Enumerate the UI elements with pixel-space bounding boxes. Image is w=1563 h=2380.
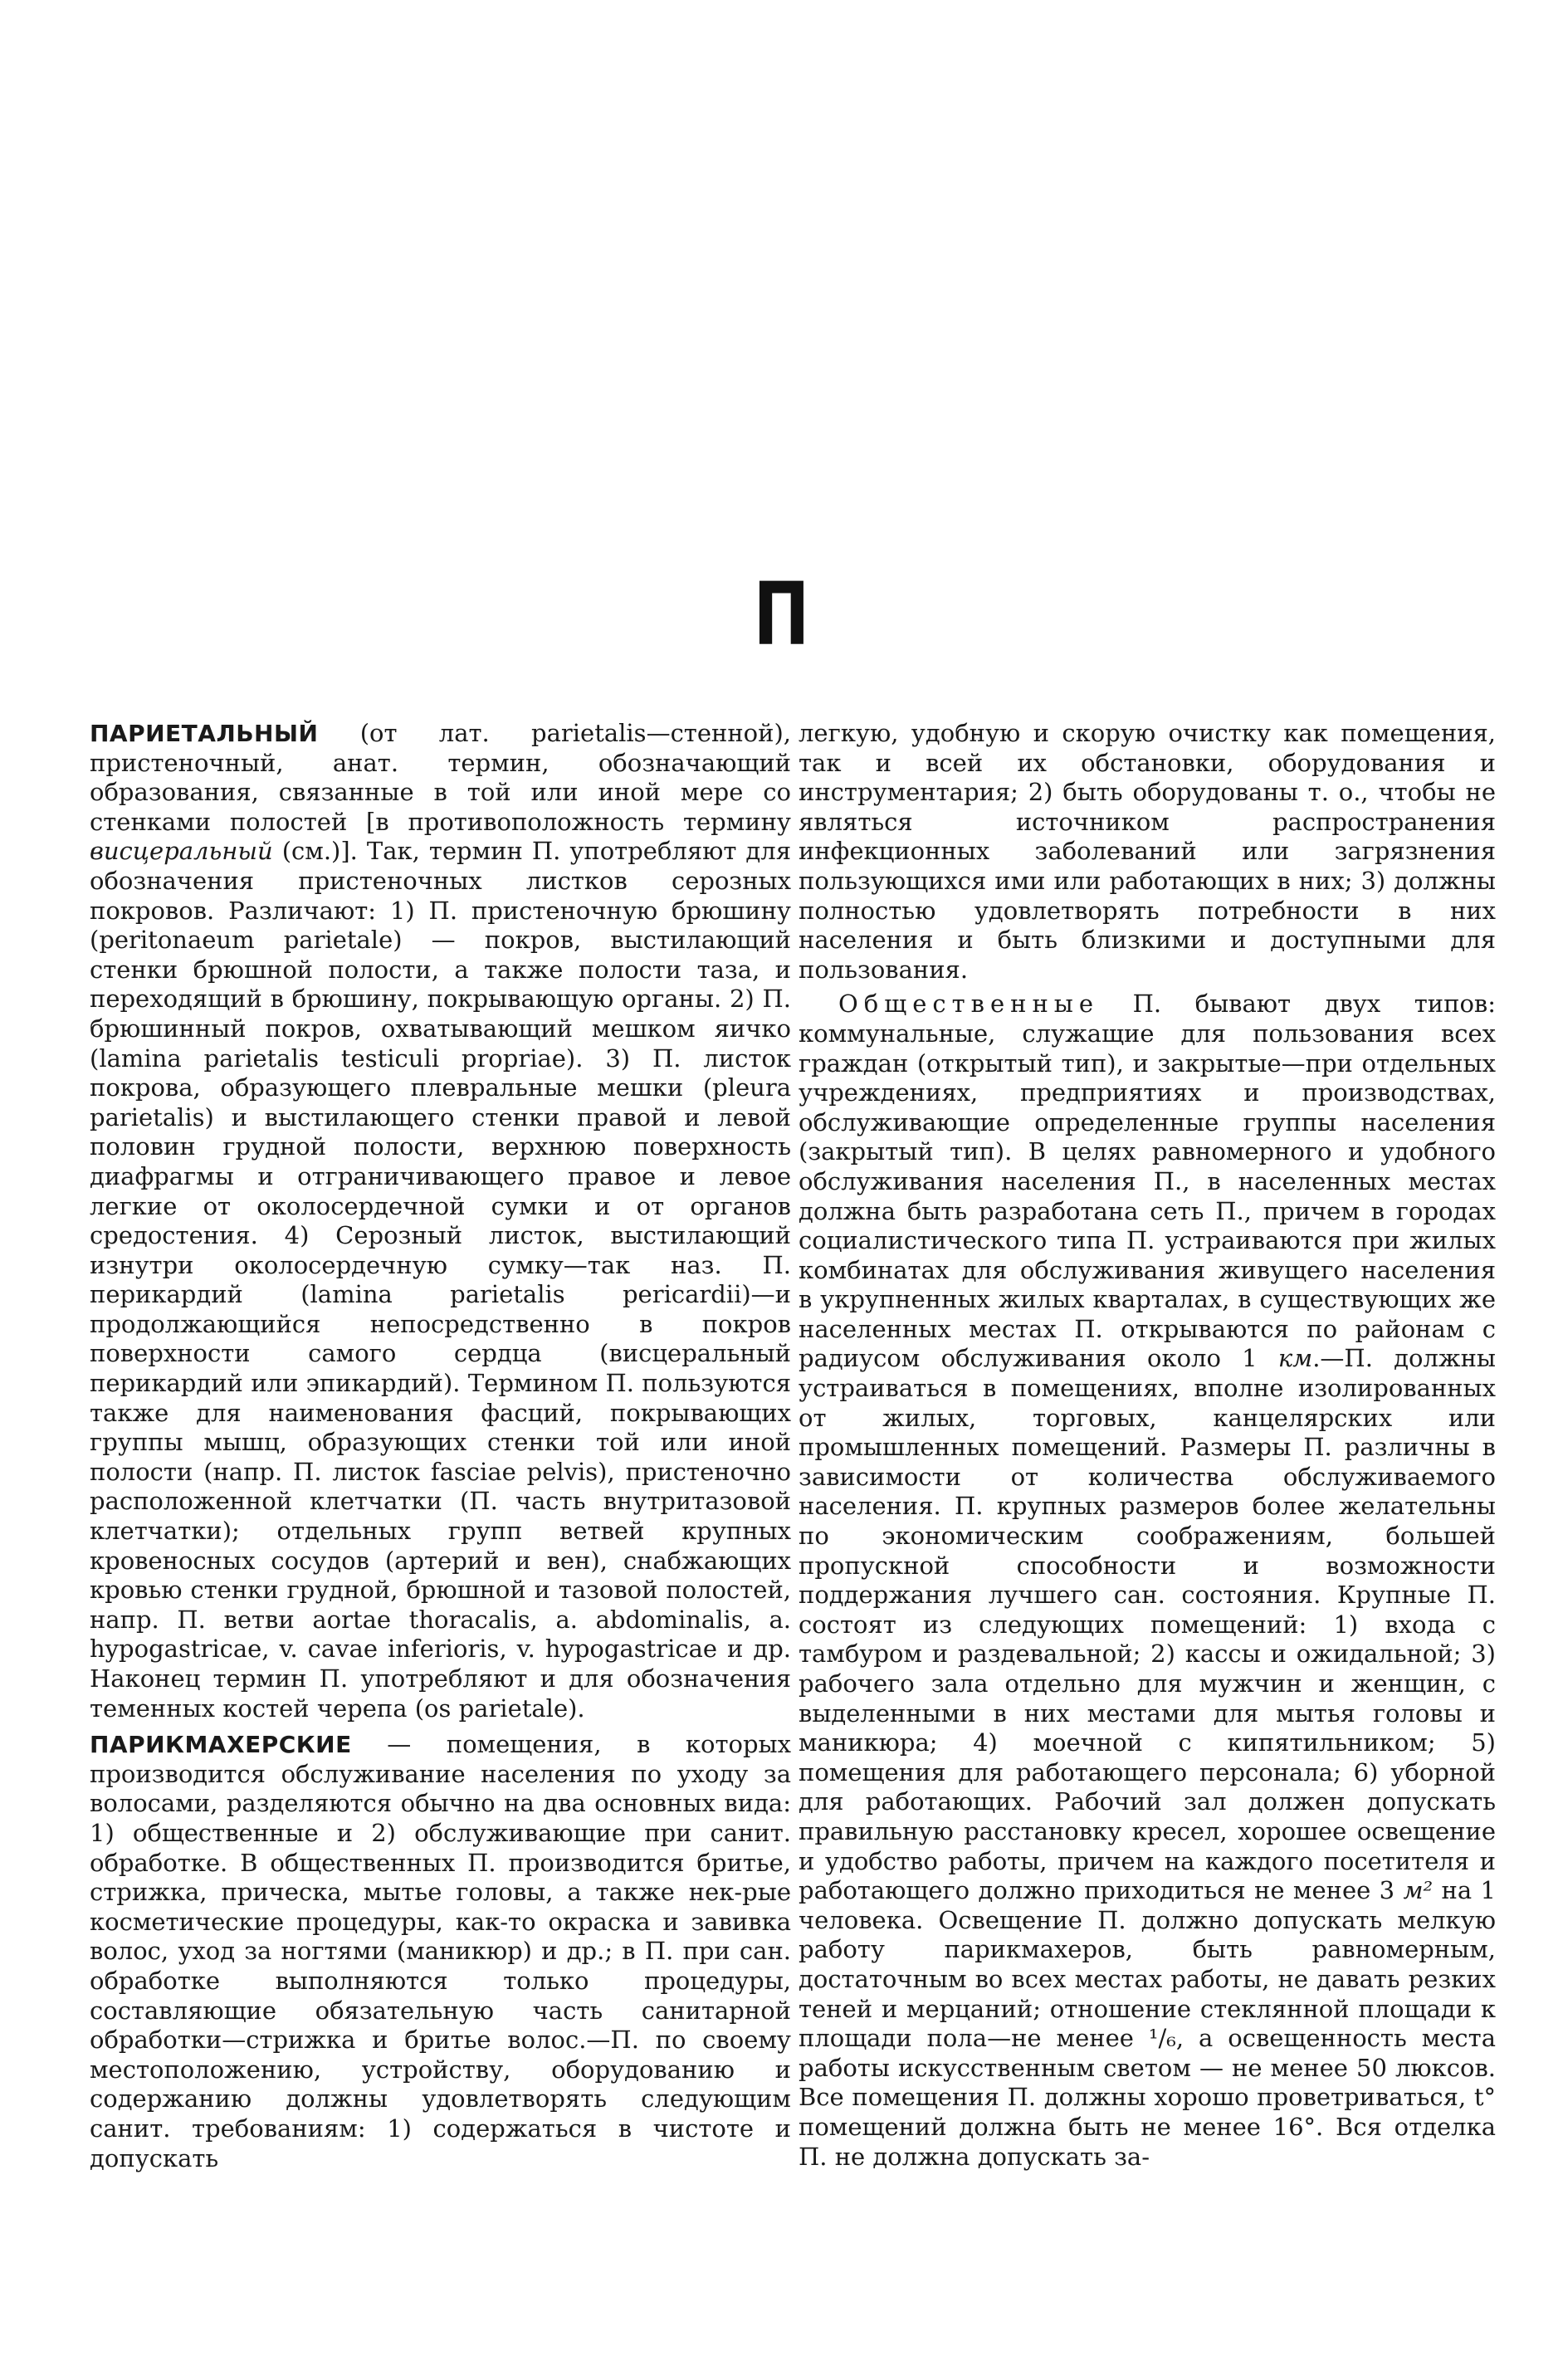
entry-parietalny	[90, 719, 791, 1723]
section-letter: П	[753, 564, 810, 665]
paragraph-public	[799, 990, 1496, 2172]
entry-parikmakherskie	[90, 1730, 791, 2173]
entry-text: (от лат. parietalis—стенной), пристеночный, анат. термин, обозначающий образования, связанные в той или иной мере со стенками полостей [в противоположность термину	[90, 719, 791, 836]
left-column	[90, 719, 791, 2173]
unit-m2: м²	[1403, 1876, 1434, 1905]
entry-text: на 1 человека. Освещение П. должно допускать мелкую работу парикмахеров, быть равномерным, достаточным во всех местах работы, не давать резких теней и мерцаний; отношение стеклянной площади к площади пола—не менее	[799, 1876, 1496, 2053]
headword-parikmakherskie: ПАРИКМАХЕРСКИЕ	[90, 1731, 352, 1759]
entry-text: (см.)]. Так, термин П. употребляют для обозначения пристеночных листков серозных покровов. Различают: 1) П. пристеночную брюшину (peritonaeum parietale) — покров, выстилающий стенки брюшной полости, а также полости таза, и переходящий в брюшину, покрывающую органы. 2) П. брюшинный покров, охватывающий мешком яичко (lamina parietalis testiculi propriae). 3) П. листок покрова, образующего плевральные мешки (pleura parietalis) и выстилающего стенки правой и левой половин грудной полости, верхнюю поверхность диафрагмы и отграничивающего правое и левое легкие от околосердечной сумки и от органов средостения. 4) Серозный листок, выстилающий изнутри околосердечную сумку—так наз. П. перикардий (lamina parietalis pericardii)—и продолжающийся непосредственно в покров поверхности самого сердца (висцеральный перикардий или эпикардий). Термином П. пользуются также для наименования фасций, покрывающих группы мышц, образующих стенки той или иной полости (напр. П. листок fasciae pelvis), пристеночно расположенной клетчатки (П. часть внутритазовой клетчатки); отдельных групп ветвей крупных кровеносных сосудов (артерий и вен), снабжающих кровью стенки грудной, брюшной и тазовой полостей, напр. П. ветви aortae thoracalis, a. abdominalis, a. hypogastricae, v. cavae inferioris, v. hypogastricae и др. Наконец термин П. употребляют и для обозначения теменных костей черепа (os parietale).	[90, 837, 791, 1723]
italic-term: висцеральный	[90, 837, 273, 866]
unit-km: км	[1277, 1344, 1313, 1373]
spaced-subheading: Общественные	[838, 990, 1100, 1019]
fraction: ¹/₆	[1148, 2024, 1176, 2053]
entry-text: .—П. должны устраиваться в помещениях, вполне изолированных от жилых, торговых, канцелярских или промышленных помещений. Размеры П. различны в зависимости от количества обслуживаемого населения. П. крупных размеров более желательны по экономическим соображениям, большей пропускной способности и возможности поддержания лучшего сан. состояния. Крупные П. состоят из следующих помещений: 1) входа с тамбуром и раздевальной; 2) кассы и ожидальной; 3) рабочего зала отдельно для мужчин и женщин, с выделенными в них местами для мытья головы и маникюра; 4) моечной с кипятильником; 5) помещения для работающего персонала; 6) уборной для работающих. Рабочий зал должен допускать правильную расстановку кресел, хорошее освещение и удобство работы, причем на каждого посетителя и работающего должно приходиться не менее 3	[799, 1344, 1496, 1905]
entry-text: , а освещенность места работы искусственным светом — не менее 50 люксов. Все помещения П. должны хорошо проветриваться, t° помещений должна быть не менее 16°. Вся отделка П. не должна допускать за-	[799, 2024, 1496, 2171]
entry-text: легкую, удобную и скорую очистку как помещения, так и всей их обстановки, оборудования и инструментария; 2) быть оборудованы т. о., чтобы не являться источником распространения инфекционных заболеваний или загрязнения пользующихся ими или работающих в них; 3) должны полностью удовлетворять потребности в них населения и быть близкими и доступными для пользования.	[799, 719, 1496, 984]
entry-continuation	[799, 719, 1496, 985]
headword-parietalny: ПАРИЕТАЛЬНЫЙ	[90, 720, 319, 747]
entry-text: — помещения, в которых производится обслуживание населения по уходу за волосами, разделяются обычно на два основных вида: 1) общественные и 2) обслуживающие при санит. обработке. В общественных П. производится бритье, стрижка, прическа, мытье головы, а также нек-рые косметические процедуры, как-то окраска и завивка волос, уход за ногтями (маникюр) и др.; в П. при сан. обработке выполняются только процедуры, составляющие обязательную часть санитарной обработки—стрижка и бритье волос.—П. по своему местоположению, устройству, оборудованию и содержанию должны удовлетворять следующим санит. требованиям: 1) содержаться в чистоте и допускать	[90, 1730, 791, 2172]
entry-text: П. бывают двух типов: коммунальные, служащие для пользования всех граждан (открытый тип), и закрытые—при отдельных учреждениях, предприятиях и производствах, обслуживающие определенные группы населения (закрытый тип). В целях равномерного и удобного обслуживания населения П., в населенных местах должна быть разработана сеть П., причем в городах социалистического типа П. устраиваются при жилых комбинатах для обслуживания живущего населения в укрупненных жилых кварталах, в существующих же населенных местах П. открываются по районам с радиусом обслуживания около 1	[799, 990, 1496, 1373]
right-column	[799, 719, 1496, 2172]
